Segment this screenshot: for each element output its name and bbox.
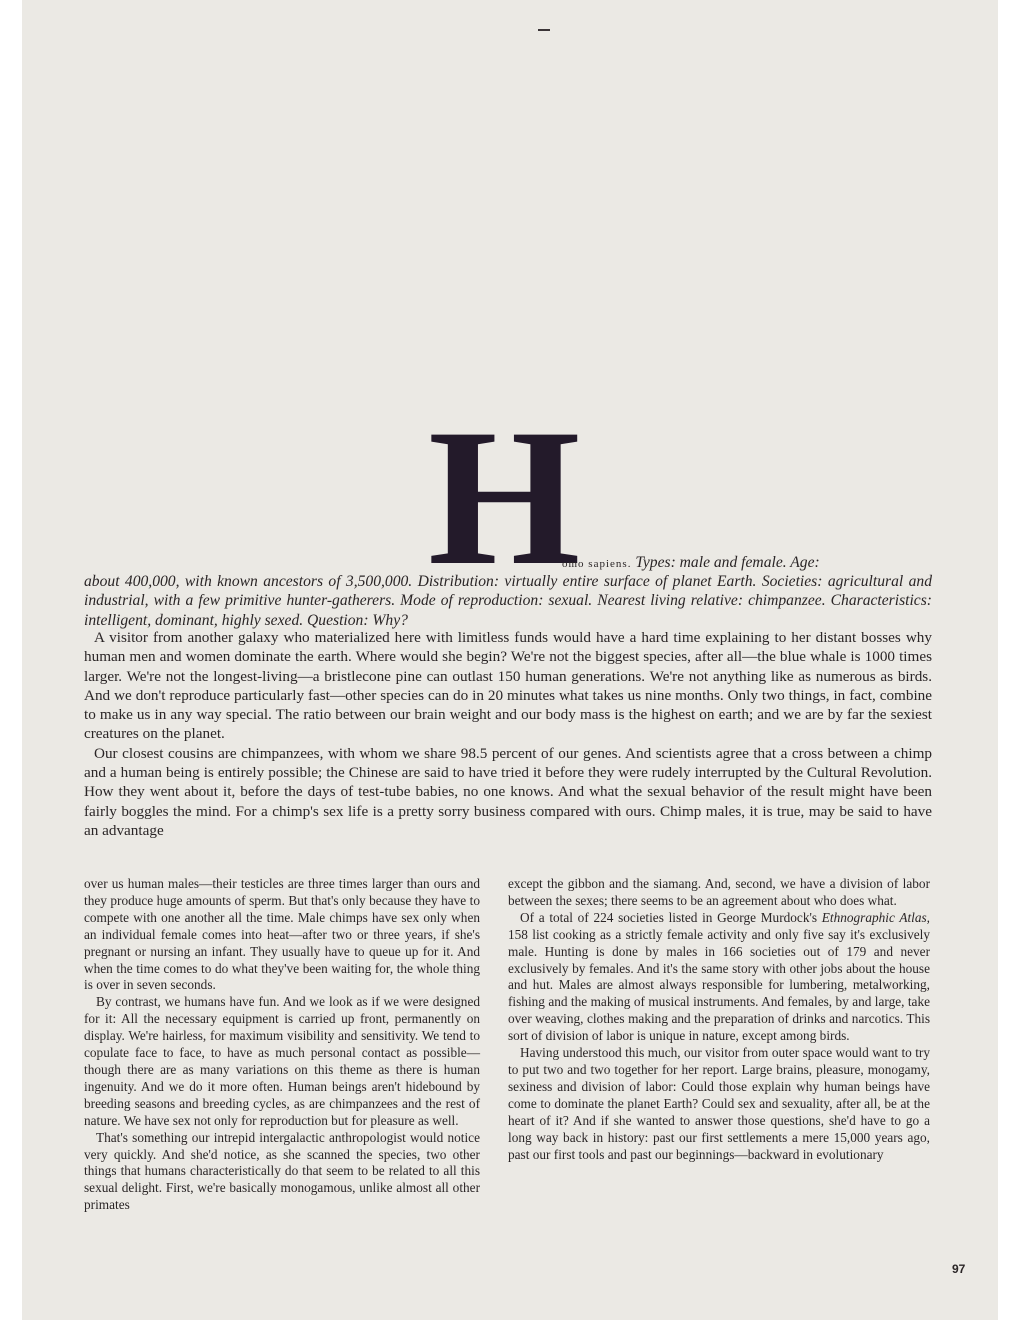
body-paragraph: over us human males—their testicles are three times larger than ours and they produce huge amounts of sperm. But that's only because they have to compete with one another all the time. Male chimps have sex only when an individual female comes into heat—after two or three years, if she's pregnant or nursing an infant. They usually have to queue up for it. And when the time comes to do what they've been waiting for, the whole thing is over in seven seconds. <box>84 876 480 993</box>
intro-first-line <box>562 553 932 574</box>
body-text: 158 list cooking as a strictly female activity and only five say it's exclusively male. Hunting is done by males in 166 societies out of 179 and never exclusively by females. And it's the same story with other jobs about the house and hut. Males are almost always responsible for lumbering, metalworking, fishing and the making of musical instruments. And females, by and large, take over weaving, clothes making and the preparation of drinks and narcotics. This sort of division of labor is unique in nature, except among birds. <box>508 926 930 1044</box>
left-column <box>84 876 480 1214</box>
intro-continuation: about 400,000, with known ancestors of 3,500,000. Distribution: virtually entire surface of planet Earth. Societies: agricultural and industrial, with a few primitive hunter-gatherers. Mode of reproduction: sexual. Nearest living relative: chimpanzee. Characteristics: intelligent, dominant, highly sexed. Question: Why? <box>84 573 932 629</box>
book-title: Ethnographic Atlas, <box>821 909 930 925</box>
lead-text <box>84 628 932 840</box>
body-text: Of a total of 224 societies listed in George Murdock's <box>520 909 822 925</box>
lead-paragraph: Our closest cousins are chimpanzees, with whom we share 98.5 percent of our genes. And scientists agree that a cross between a chimp and a human being is entirely possible; the Chinese are said to have tried it before they were rudely interrupted by the Cultural Revolution. How they went about it, before the days of test-tube babies, no one knows. And what the sexual behavior of the result might have been fairly boggles the mind. For a chimp's sex life is a pretty sorry business compared with ours. Chimp males, it is true, may be said to have an advantage <box>84 744 932 839</box>
page-number: 97 <box>952 1262 966 1276</box>
drop-cap-letter: H <box>428 389 579 606</box>
body-paragraph: That's something our intrepid intergalactic anthropologist would notice very quickly. And she'd notice, as she scanned the species, two other things that humans characteristically do that seem to be related to all this sexual delight. First, we're basically monogamous, unlike almost all other primates <box>84 1129 480 1213</box>
lead-paragraph: A visitor from another galaxy who materialized here with limitless funds would have a hard time explaining to her distant bosses why human men and women dominate the earth. Where would she begin? We're not the biggest species, after all—the blue whale is 1000 times larger. We're not the longest-living—a bristlecone pine can outlast 150 human generations. We're not anything like as numerous as birds. And we don't reproduce particularly fast—other species can do in 20 minutes what takes us nine months. Only two things, in fact, combine to make us in any way special. The ratio between our brain weight and our body mass is the highest on earth; and we are by far the sexiest creatures on the planet. <box>84 629 932 743</box>
body-paragraph <box>508 910 930 1045</box>
right-column <box>508 876 930 1163</box>
body-paragraph: except the gibbon and the siamang. And, second, we have a division of labor between the sexes; there seems to be an agreement about who does what. <box>508 876 930 908</box>
body-paragraph: Having understood this much, our visitor from outer space would want to try to put two and two together for her report. Large brains, pleasure, monogamy, sexiness and division of labor: Could those explain why human beings have come to dominate the planet Earth? Could sex and sexuality, after all, be at the heart of it? And if she wanted to answer those questions, she'd have to go a long way back in history: past our first settlements a mere 15,000 years ago, past our first tools and past our beginnings—backward in evolutionary <box>508 1045 930 1162</box>
intro-smallcaps: omo sapiens. <box>562 558 632 570</box>
top-crop-mark <box>538 29 550 31</box>
intro-first-line-text: Types: male and female. Age: <box>635 554 820 571</box>
body-paragraph: By contrast, we humans have fun. And we look as if we were designed for it: All the necessary equipment is carried up front, permanently on display. We're hairless, for maximum visibility and sensitivity. We tend to copulate face to face, to have as much personal contact as possible—though there are as many variations on this theme as there is human ingenuity. And we do it more often. Human beings aren't hidebound by breeding seasons and breeding cycles, as are chimpanzees and the rest of nature. We have sex not only for reproduction but for pleasure as well. <box>84 994 480 1128</box>
